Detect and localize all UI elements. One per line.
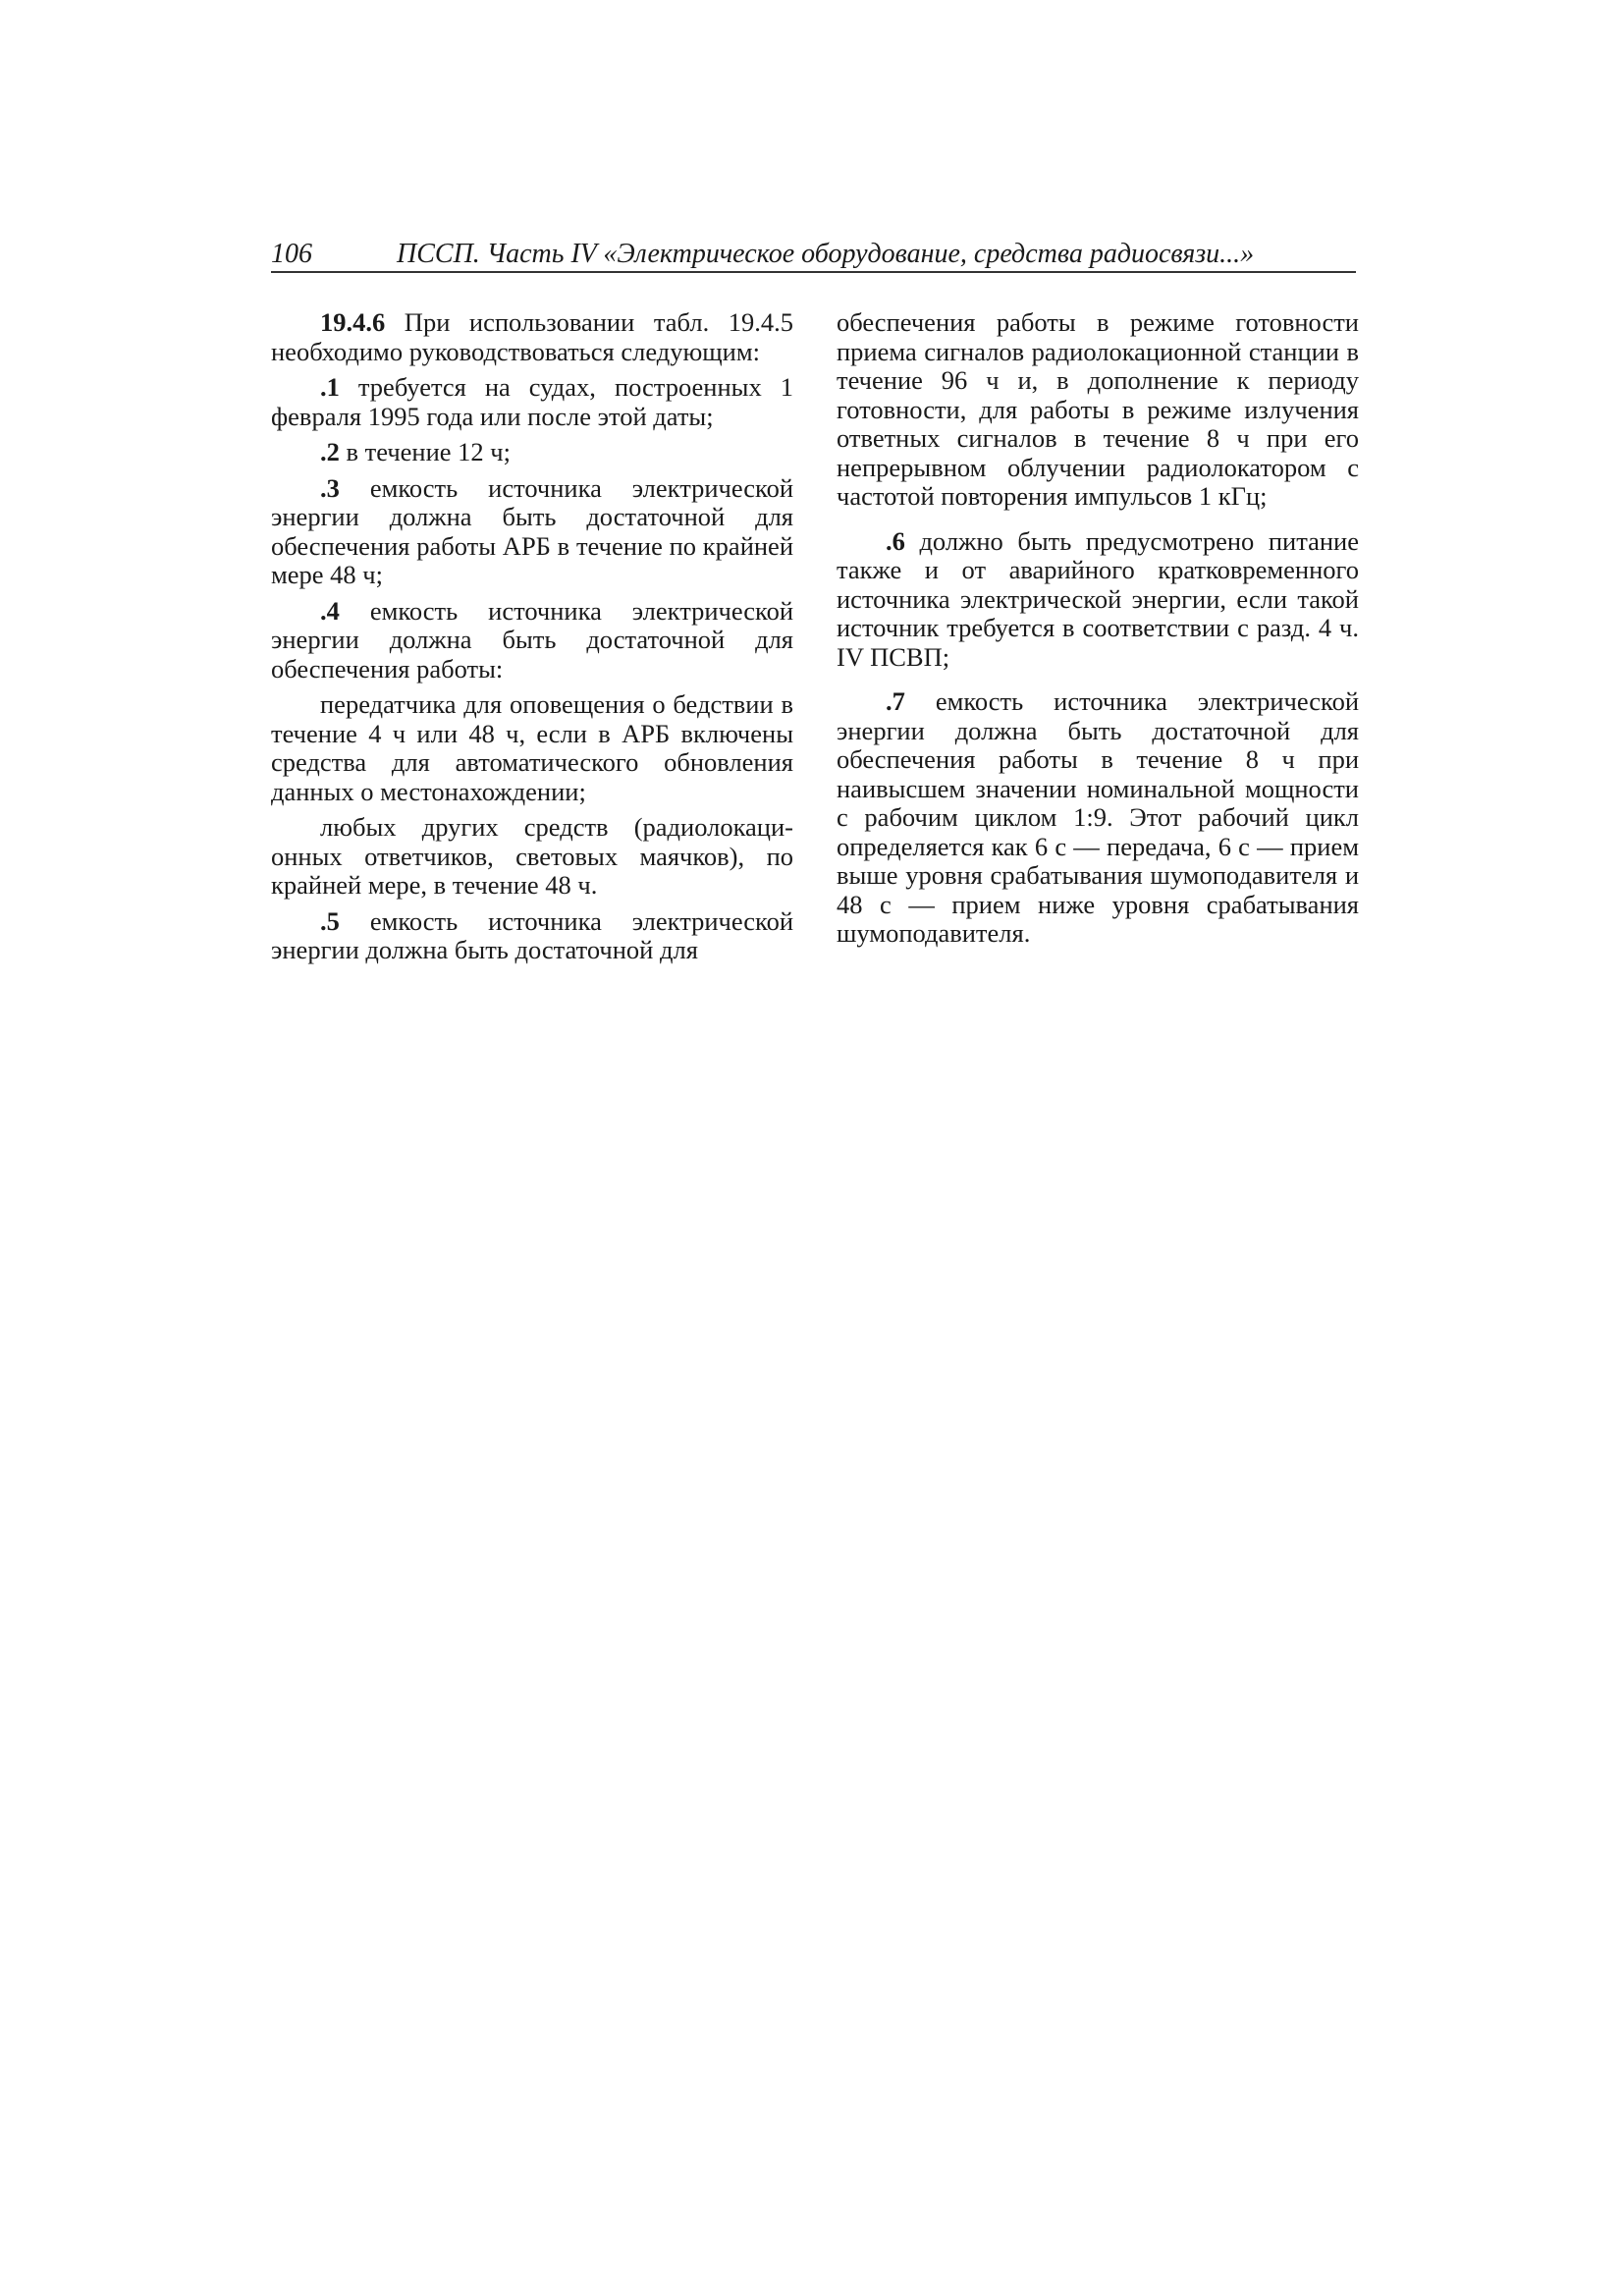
item-text: емкость источника электрической энергии должна быть достаточной для обеспечения работы: [271,595,793,683]
item-3 [271,474,793,590]
item-text: в течение 12 ч; [339,437,511,466]
item-7 [837,687,1359,949]
paragraph-number: 19.4.6 [320,307,386,337]
paragraph-text: При использовании табл. 19.4.5 необходимо руководствоваться следующим: [271,307,793,366]
item-text: любых других средств (радиолокационных ответчиков, световых маячков), по крайней мере, в течение 48 ч. [271,812,793,900]
item-text: емкость источника электрической энергии должна быть достаточной для обеспечения работы в течение 8 ч при наивысшем значении номинальной мощности с рабочим циклом 1:9. Этот рабочий цикл определяется как 6 с — передача, 6 с — прием выше уровня срабатывания шумоподавителя и 48 с — прием ниже уровня срабатывания шумоподавителя. [837,686,1359,948]
item-number: .1 [320,372,340,402]
item-text: передатчика для оповещения о бедствии в течение 4 ч или 48 ч, если в АРБ включены средства для автоматического обновления данных о местонахождении; [271,689,793,806]
item-4 [271,597,793,684]
item-5-continued [837,308,1359,512]
item-number: .5 [320,905,340,936]
running-header [271,236,1356,273]
header-rule [271,271,1356,273]
item-1 [271,373,793,431]
header-title: ПССП. Часть IV «Электрическое оборудование, средства радиосвязи...» [397,239,1255,269]
item-6 [837,527,1359,673]
item-text: должно быть предусмотрено питание также и от аварийного кратковременного источника электрической энергии, если такой источник требуется в соответствии с разд. 4 ч. IV ПСВП; [837,525,1359,672]
item-4-transmitter [271,690,793,806]
item-number: .6 [886,525,905,556]
item-text: требуется на судах, построенных 1 февраля 1995 года или после этой даты; [271,372,793,431]
item-text: емкость источника электрической энергии должна быть достаточной для обеспечения работы АРБ в течение по крайней мере 48 ч; [271,472,793,589]
item-5 [271,907,793,965]
item-2 [271,438,793,467]
page-number: 106 [271,239,312,269]
item-number: .7 [886,686,905,716]
item-number: .4 [320,595,340,626]
paragraph-19-4-6 [271,308,793,366]
item-number: .2 [320,437,340,466]
item-4-other-means [271,813,793,901]
right-column [837,308,1359,956]
item-text: обеспечения работы в режиме готовности приема сигналов радиолокационной станции в течение 96 ч и, в дополнение к периоду готовности, для работы в режиме излучения ответных сигналов в течение 8 ч при его непрерывном облучении радиолокатором с частотой повторения импульсов 1 кГц; [837,307,1359,511]
item-number: .3 [320,472,340,503]
left-column [271,308,793,972]
item-text: емкость источника электрической энергии должна быть достаточной для [271,905,793,964]
